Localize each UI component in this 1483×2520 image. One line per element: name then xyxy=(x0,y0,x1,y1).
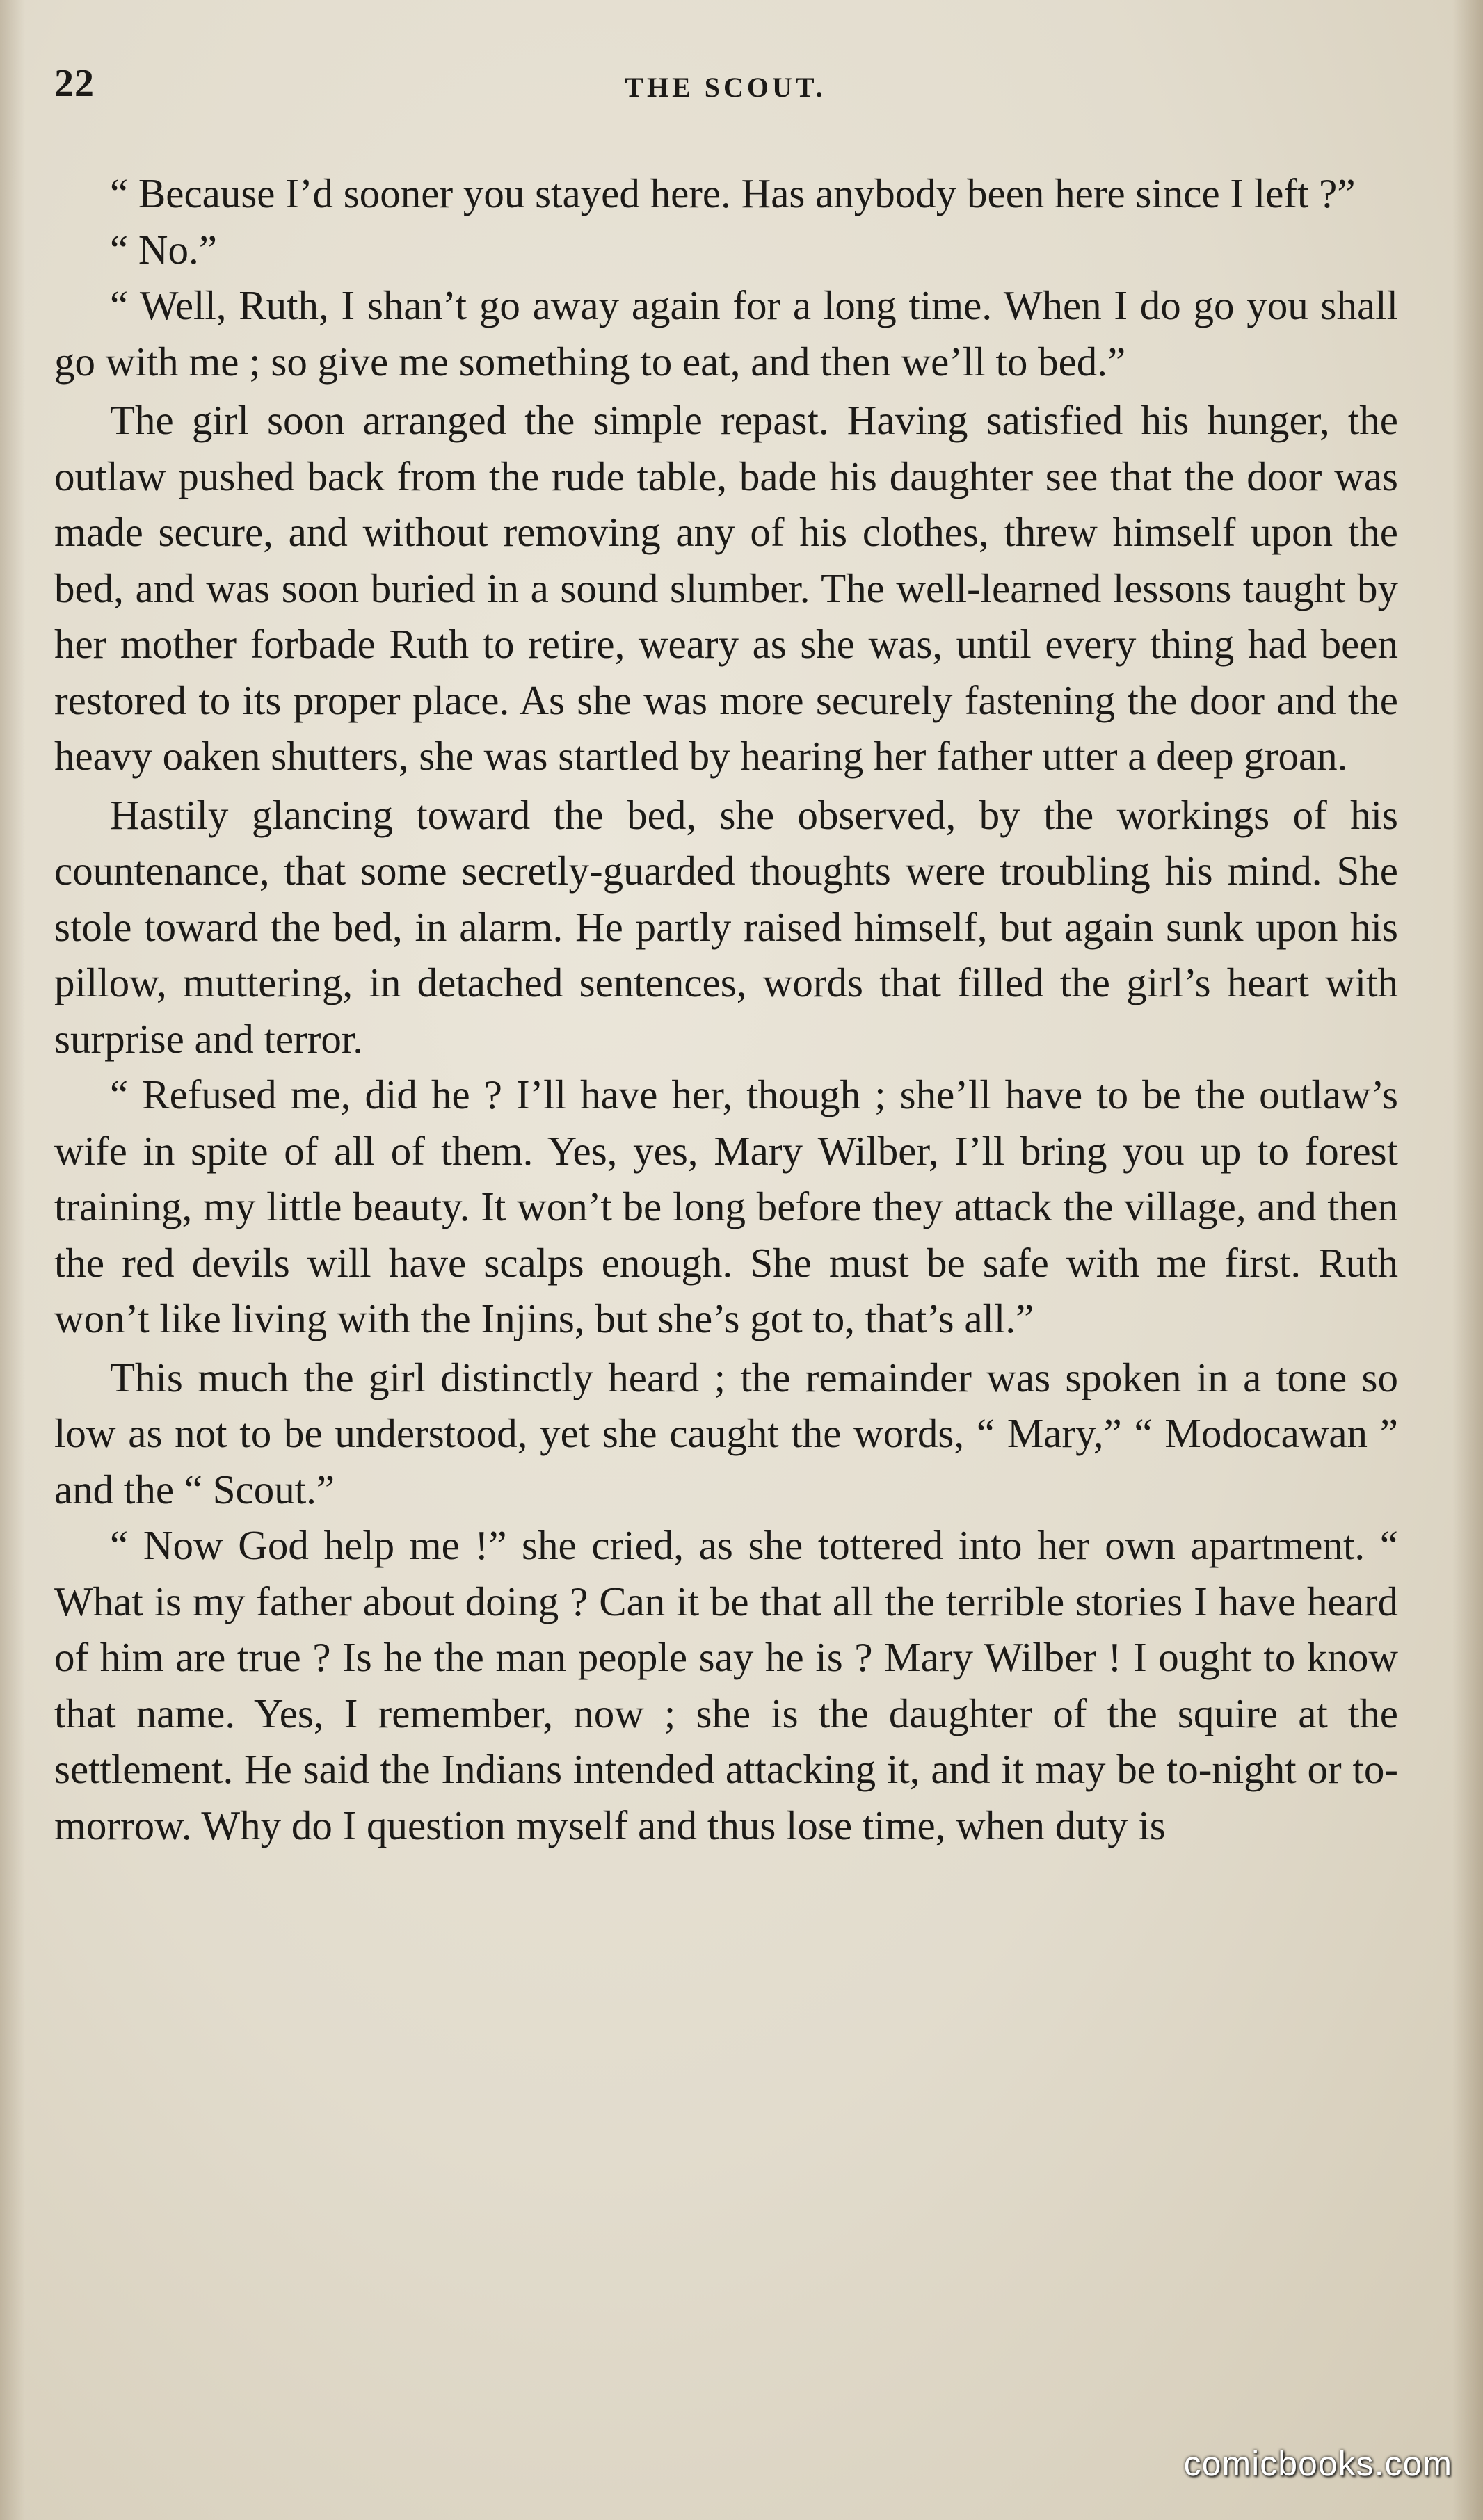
running-head: THE SCOUT. xyxy=(625,72,826,103)
watermark: comicbooks.com xyxy=(1183,2444,1452,2483)
page-shadow-right xyxy=(1452,0,1483,2520)
paragraph: Hastily glancing toward the bed, she observed, by the workings of his countenance, that some secretly-guarded thoughts were troubling his mind. She stole toward the bed, in alarm. He partly raised himself, but again sunk upon his pillow, muttering, in detached sentences, words that filled the girl’s heart with surprise and terror. xyxy=(54,791,1398,1062)
paragraph: “ Refused me, did he ? I’ll have her, though ; she’ll have to be the outlaw’s wife in spite of all of them. Yes, yes, Mary Wilber, I’ll bring you up to forest training, my little beauty. It won’t be long before they attack the village, and then the red devils will have scalps enough. She must be safe with me first. Ruth won’t like living with the Injins, but she’s got to, that’s all.” xyxy=(54,1072,1398,1341)
paragraph: The girl soon arranged the simple repast. Having satisfied his hunger, the outlaw pushed back from the rude table, bade his daughter see that the door was made secure, and without removing any of his clothes, threw himself upon the bed, and was soon buried in a sound slumber. The well-learned lessons taught by her mother forbade Ruth to retire, weary as she was, until every thing had been restored to its proper place. As she was more securely fastening the door and the heavy oaken shutters, she was startled by hearing her father utter a deep groan. xyxy=(54,397,1398,779)
paragraph: “ Because I’d sooner you stayed here. Has anybody been here since I left ?” xyxy=(110,170,1356,216)
page-header xyxy=(54,61,1397,110)
body-text xyxy=(54,165,1398,1853)
paragraph: “ No.” xyxy=(110,226,217,273)
page-number: 22 xyxy=(54,62,95,105)
page-shadow-left xyxy=(0,0,25,2520)
paragraph: “ Well, Ruth, I shan’t go away again for a long time. When I do go you shall go with me ; so give me something to eat, and then we’ll to bed.” xyxy=(54,282,1398,385)
paragraph: “ Now God help me !” she cried, as she tottered into her own apartment. “ What is my father about doing ? Can it be that all the terrible stories I have heard of him are true ? Is he the man people say he is ? Mary Wilber ! I ought to know that name. Yes, I remember, now ; she is the daughter of the squire at the settlement. He said the Indians intended attacking it, and it may be to-night or to-morrow. Why do I question myself and thus lose time, when duty is xyxy=(54,1522,1398,1848)
paragraph: This much the girl distinctly heard ; the remainder was spoken in a tone so low as not to be understood, yet she caught the words, “ Mary,” “ Modocawan ” and the “ Scout.” xyxy=(54,1354,1398,1512)
